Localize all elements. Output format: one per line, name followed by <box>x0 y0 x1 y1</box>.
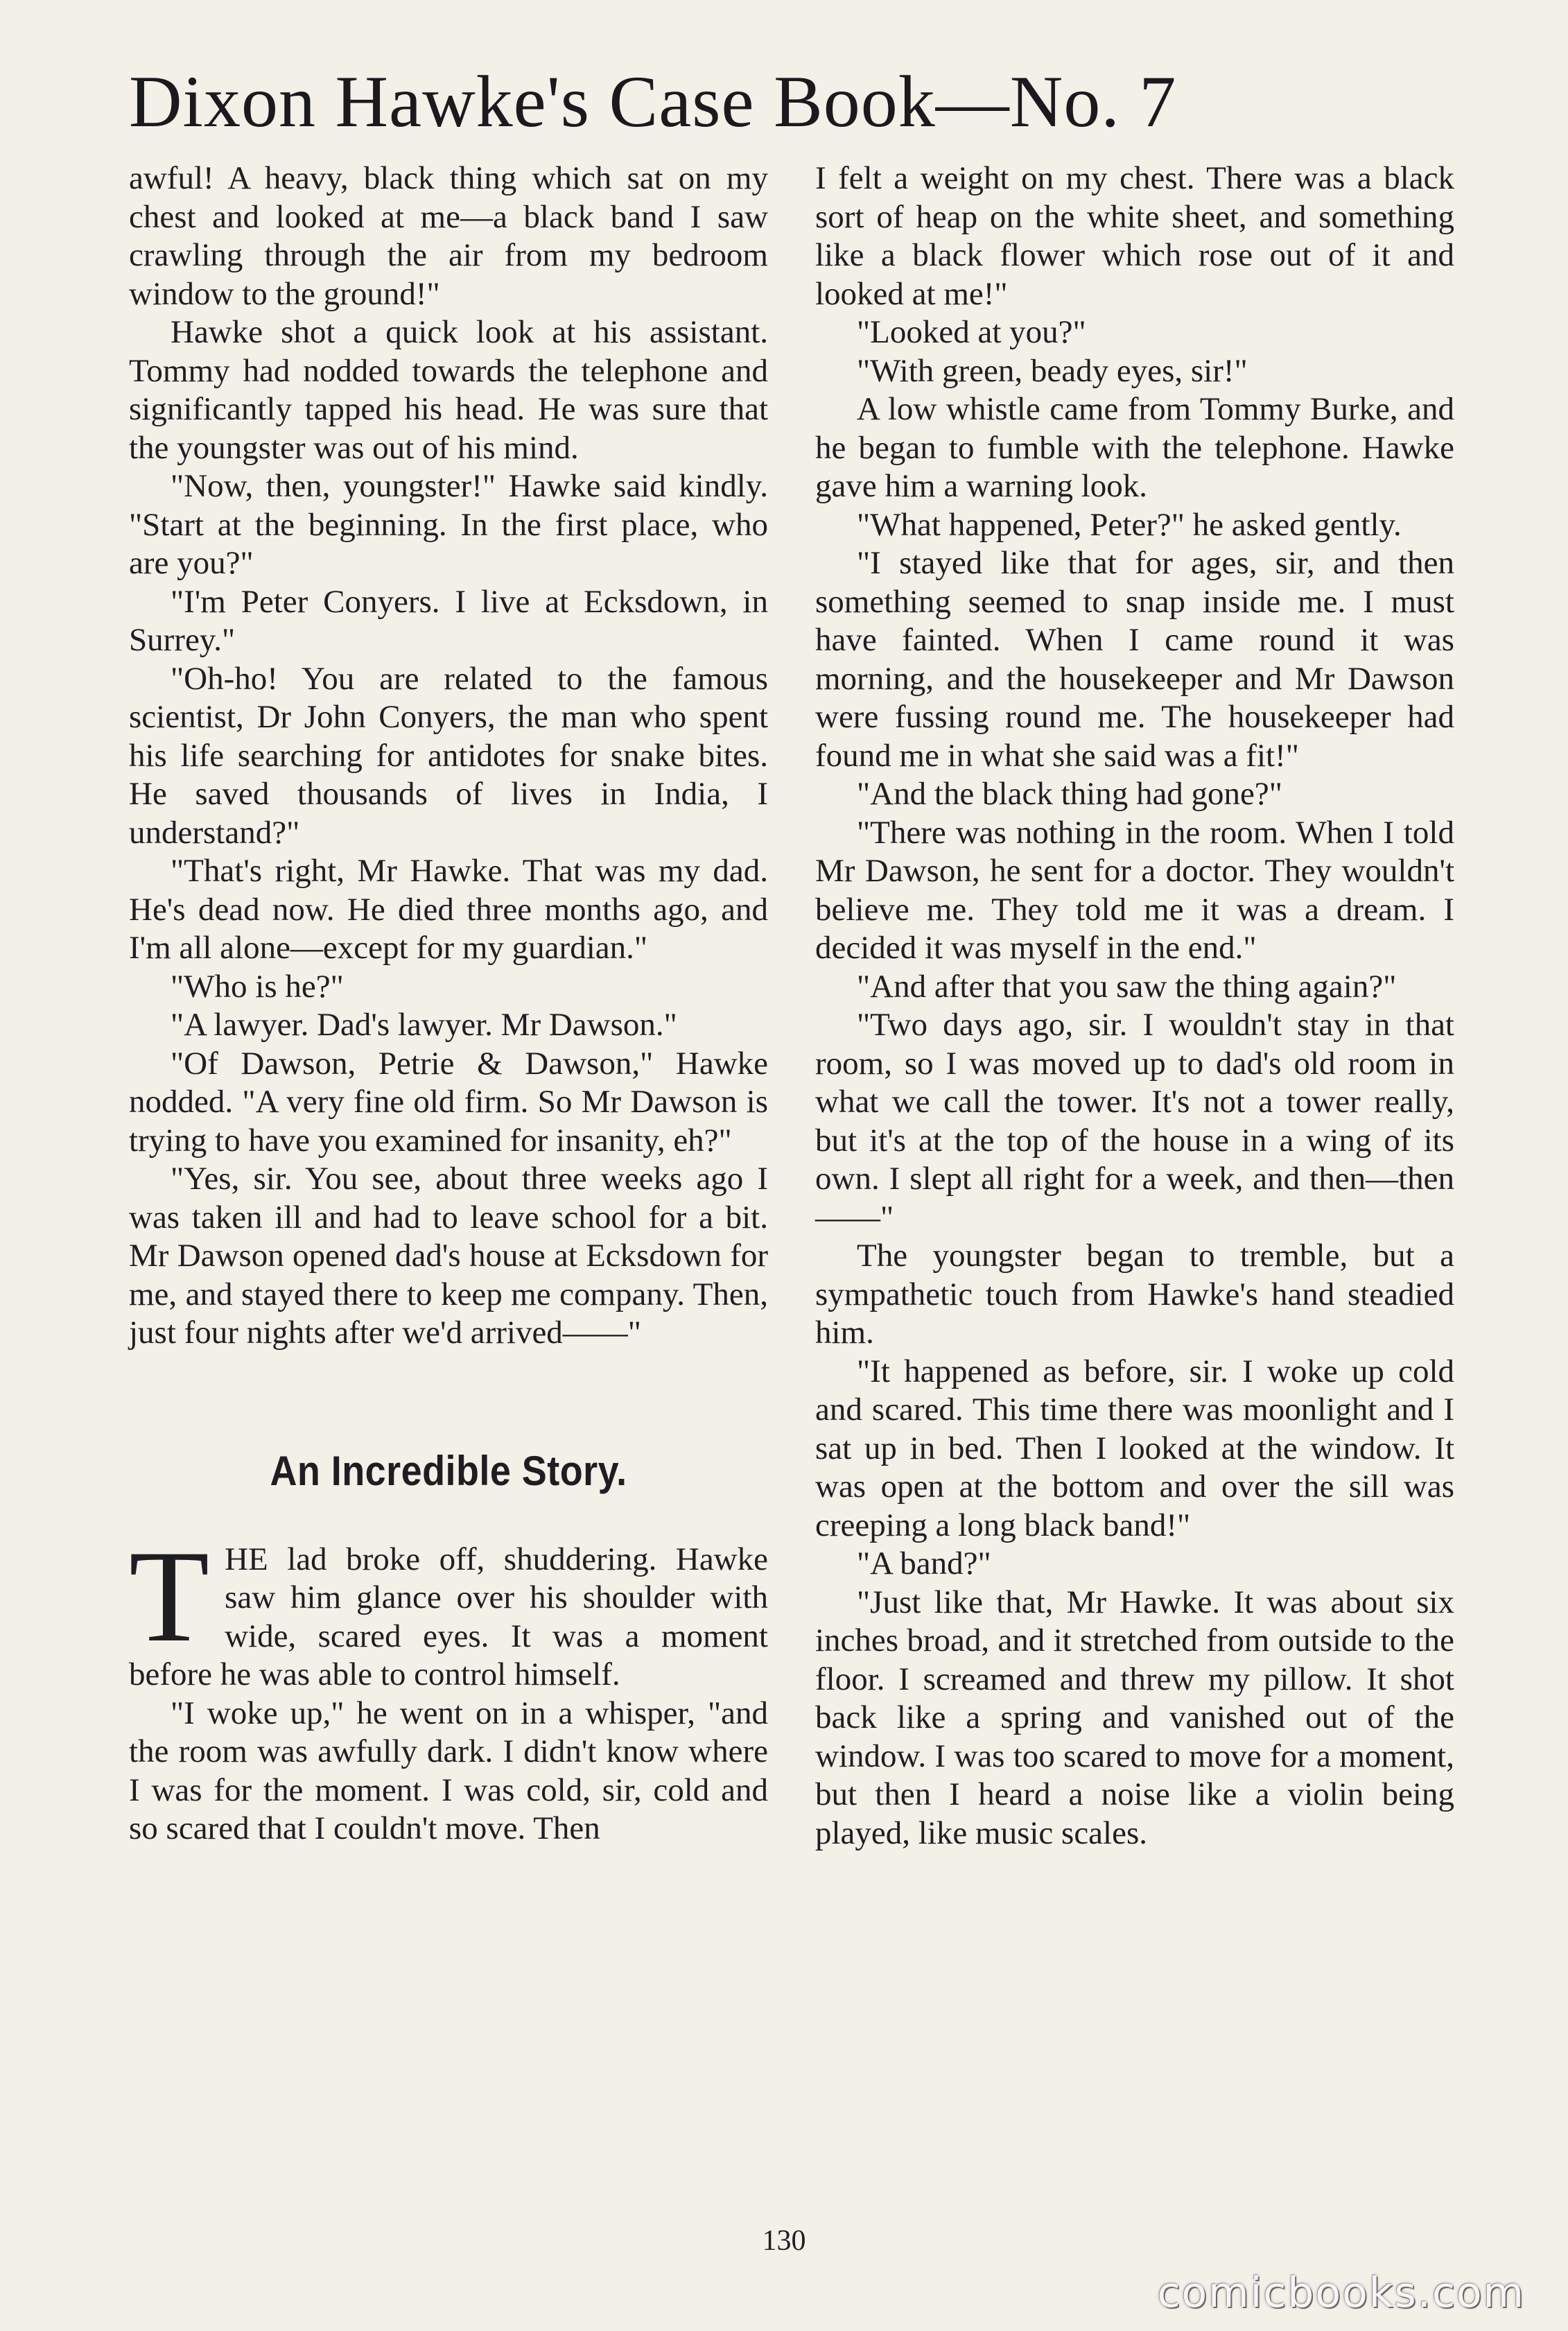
right-column <box>815 159 1454 1853</box>
paragraph: Hawke shot a quick look at his assistant. Tommy had nodded towards the telephone and significantly tapped his head. He was sure that the youngster was out of his mind. <box>129 314 768 466</box>
paragraph: "Looked at you?" <box>857 314 1086 350</box>
paragraph: "Just like that, Mr Hawke. It was about six inches broad, and it stretched from outside to the floor. I screamed and threw my pillow. It shot back like a spring and vanished out of the window. I was too scared to move for a moment, but then I heard a noise like a violin being played, like music scales. <box>815 1584 1454 1851</box>
left-column <box>129 159 768 1848</box>
paragraph: "Oh-ho! You are related to the famous scientist, Dr John Conyers, the man who spent his life searching for antidotes for snake bites. He saved thousands of lives in India, I understand?" <box>129 660 768 851</box>
paragraph: "I woke up," he went on in a whisper, "and the room was awfully dark. I didn't know where I was for the moment. I was cold, sir, cold and so scared that I couldn't move. Then <box>129 1695 768 1846</box>
paragraph: awful! A heavy, black thing which sat on my chest and looked at me—a black band I saw crawling through the air from my bedroom window to the ground!" <box>129 160 768 312</box>
paragraph: "With green, beady eyes, sir!" <box>857 352 1248 389</box>
paragraph: "I'm Peter Conyers. I live at Ecksdown, in Surrey." <box>129 583 768 658</box>
paragraph: "And the black thing had gone?" <box>857 776 1282 812</box>
paragraph: "There was nothing in the room. When I told Mr Dawson, he sent for a doctor. They wouldn't believe me. They told me it was a dream. I decided it was myself in the end." <box>815 814 1454 966</box>
paragraph: A low whistle came from Tommy Burke, and he began to fumble with the telephone. Hawke gave him a warning look. <box>815 391 1454 504</box>
paragraph: "Two days ago, sir. I wouldn't stay in that room, so I was moved up to dad's old room in what we call the tower. It's not a tower really, but it's at the top of the house in a wing of its own. I slept all right for a week, and then—then——" <box>815 1007 1454 1236</box>
paragraph: "It happened as before, sir. I woke up cold and scared. This time there was moonlight and I sat up in bed. Then I looked at the window. It was open at the bottom and over the sill was creeping a long black band!" <box>815 1353 1454 1543</box>
paragraph: "That's right, Mr Hawke. That was my dad. He's dead now. He died three months ago, and I'm all alone—except for my guardian." <box>129 853 768 966</box>
paragraph: I felt a weight on my chest. There was a black sort of heap on the white sheet, and something like a black flower which rose out of it and looked at me!" <box>815 160 1454 312</box>
watermark: comicbooks.com <box>1157 2269 1525 2317</box>
paragraph: "Now, then, youngster!" Hawke said kindly. "Start at the beginning. In the first place, who are you?" <box>129 468 768 581</box>
paragraph: "A lawyer. Dad's lawyer. Mr Dawson." <box>171 1007 677 1043</box>
drop-cap-paragraph <box>129 1523 768 1695</box>
drop-cap: T <box>129 1523 210 1670</box>
paragraph: "Yes, sir. You see, about three weeks ago I was taken ill and had to leave school for a bit. Mr Dawson opened dad's house at Ecksdown for me, and stayed there to keep me company. Then, just four nights after we'd arrived——" <box>129 1161 768 1351</box>
paragraph: The youngster began to tremble, but a sympathetic touch from Hawke's hand steadied him. <box>815 1238 1454 1351</box>
paragraph: "Who is he?" <box>171 968 344 1005</box>
drop-cap-paragraph-text: HE lad broke off, shuddering. Hawke saw him glance over his shoulder with wide, scared eyes. It was a moment before he was able to control himself. <box>129 1541 768 1692</box>
section-heading: An Incredible Story. <box>270 1447 627 1494</box>
paragraph: "I stayed like that for ages, sir, and then something seemed to snap inside me. I must have fainted. When I came round it was morning, and the housekeeper and Mr Dawson were fussing round me. The housekeeper had found me in what she said was a fit!" <box>815 545 1454 774</box>
page-title: Dixon Hawke's Case Book—No. 7 <box>129 61 1177 142</box>
paragraph: "A band?" <box>857 1545 991 1582</box>
page-number: 130 <box>762 2225 806 2257</box>
paragraph: "What happened, Peter?" he asked gently. <box>857 506 1402 543</box>
paragraph: "And after that you saw the thing again?" <box>857 968 1397 1005</box>
paragraph: "Of Dawson, Petrie & Dawson," Hawke nodded. "A very fine old firm. So Mr Dawson is trying to have you examined for insanity, eh?" <box>129 1045 768 1159</box>
